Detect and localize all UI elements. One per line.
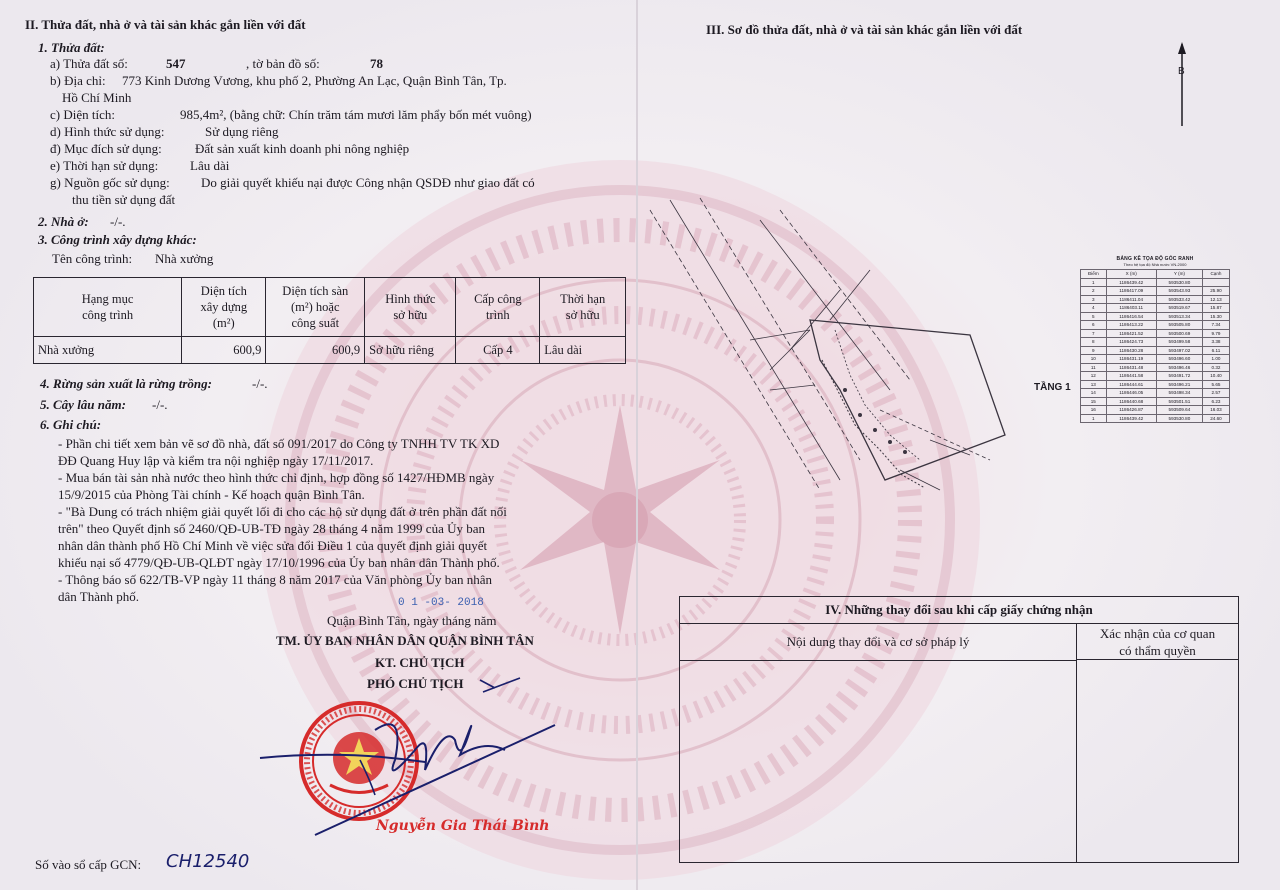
table-row (1081, 389, 1230, 398)
purpose-label: đ) Mục đích sử dụng: (50, 141, 162, 156)
table-row (1081, 414, 1230, 423)
parcel-label: a) Thửa đất số: (50, 56, 128, 71)
cell: 4 (1081, 304, 1107, 313)
place-date-line: Quận Bình Tân, ngày tháng năm (327, 613, 497, 628)
note-line: 15/9/2015 của Phòng Tài chính - Kế hoạch quận Bình Tân. (58, 487, 365, 502)
forest-value: -/-. (252, 376, 268, 391)
table-row (1081, 372, 1230, 381)
page-fold (636, 0, 638, 890)
changes-title: IV. Những thay đổi sau khi cấp giấy chứng nhận (680, 597, 1238, 624)
note-line: - Thông báo số 622/TB-VP ngày 11 tháng 8 năm 2017 của Văn phòng Ủy ban nhân (58, 572, 492, 587)
parcel-no: 547 (166, 56, 186, 71)
table-row (1081, 295, 1230, 304)
section-iii-title: III. Sơ đồ thửa đất, nhà ở và tài sản khác gắn liền với đất (706, 22, 1023, 37)
cell: 2 (1081, 287, 1107, 296)
coord-col-y: Y (m) (1156, 270, 1202, 279)
cell-floor-area: 600,9 (266, 337, 365, 364)
cell: 24.60 (1202, 414, 1229, 423)
purpose-value: Đất sản xuất kinh doanh phi nông nghiệp (195, 141, 410, 156)
cell: 1186426.87 (1106, 406, 1156, 415)
address-line2: Hồ Chí Minh (62, 90, 132, 105)
cell: 1186424.73 (1106, 338, 1156, 347)
forest-heading: 4. Rừng sản xuất là rừng trồng: (40, 376, 212, 391)
cell: 3.38 (1202, 338, 1229, 347)
coordinate-table-subtitle: Theo hệ tọa độ Nhà nước VN-2000 (1123, 262, 1187, 267)
cell: 593496.21 (1156, 380, 1202, 389)
floor-label: TẦNG 1 (1034, 382, 1071, 393)
coordinate-header-row (1081, 270, 1230, 279)
cell: 593509.64 (1156, 406, 1202, 415)
cell: 1186403.11 (1106, 304, 1156, 313)
vice-chair-title: PHÓ CHỦ TỊCH (367, 676, 464, 691)
origin-label: g) Nguồn gốc sử dụng: (50, 175, 170, 190)
cell: 16 (1081, 406, 1107, 415)
cell: 16.03 (1202, 406, 1229, 415)
cell: 9 (1081, 346, 1107, 355)
cell: 593533.42 (1156, 295, 1202, 304)
table-row (1081, 304, 1230, 313)
cell: 10 (1081, 355, 1107, 364)
cell: 593496.60 (1156, 355, 1202, 364)
house-value: -/-. (110, 214, 126, 229)
cell: 1186444.61 (1106, 380, 1156, 389)
cell: 593505.80 (1156, 321, 1202, 330)
note-line: dân Thành phố. (58, 589, 139, 604)
cell: 593543.93 (1156, 287, 1202, 296)
section-ii-title: II. Thửa đất, nhà ở và tài sản khác gắn liền với đất (25, 17, 306, 32)
coord-col-point: Điểm (1081, 270, 1107, 279)
cell: 8 (1081, 338, 1107, 347)
table-row (1081, 363, 1230, 372)
note-line: khiếu nại số 4779/QĐ-UB-QLĐT ngày 17/10/1996 của Ủy ban nhân dân Thành phố. (58, 555, 500, 570)
address-label: b) Địa chỉ: (50, 73, 106, 88)
changes-col-confirm (1077, 624, 1238, 660)
cell: 2.57 (1202, 389, 1229, 398)
address-line1: 773 Kinh Dương Vương, khu phố 2, Phường An Lạc, Quận Bình Tân, Tp. (122, 73, 507, 88)
cell: 1186446.05 (1106, 389, 1156, 398)
col-header-ownership: Hình thức sở hữu (365, 278, 456, 337)
cell: 593519.67 (1156, 304, 1202, 313)
register-value: CH12540 (166, 851, 250, 872)
cell: 593501.51 (1156, 397, 1202, 406)
cell-term: Lâu dài (540, 337, 626, 364)
coordinate-table (1080, 269, 1230, 423)
register-label: Số vào sổ cấp GCN: (35, 857, 142, 872)
cell: 1186416.54 (1106, 312, 1156, 321)
col-header-build-area: Diện tích xây dựng (m²) (182, 278, 266, 337)
coord-col-edge: Cạnh (1202, 270, 1229, 279)
changes-col-content: Nội dung thay đổi và cơ sở pháp lý (680, 624, 1077, 661)
col-header-grade: Cấp công trình (456, 278, 540, 337)
table-row (1081, 321, 1230, 330)
area-value: 985,4m², (bằng chữ: Chín trăm tám mươi lăm phẩy bốn mét vuông) (180, 107, 532, 122)
cell-ownership: Sở hữu riêng (365, 337, 456, 364)
cell: 593497.02 (1156, 346, 1202, 355)
table-row (1081, 312, 1230, 321)
changes-divider (1076, 660, 1077, 862)
cell: 593530.80 (1156, 278, 1202, 287)
cell: 5 (1081, 312, 1107, 321)
cell: 1186411.04 (1106, 295, 1156, 304)
cell: 7 (1081, 329, 1107, 338)
north-arrow-icon (1170, 40, 1194, 130)
kt-title: KT. CHỦ TỊCH (375, 655, 465, 670)
sheet-no: 78 (370, 56, 383, 71)
cell: 12 (1081, 372, 1107, 381)
cell: 593500.69 (1156, 329, 1202, 338)
cell: 14 (1081, 389, 1107, 398)
cell: 13 (1081, 380, 1107, 389)
perennial-value: -/-. (152, 397, 168, 412)
area-label: c) Diện tích: (50, 107, 115, 122)
cell: 11 (1081, 363, 1107, 372)
cell: 1.00 (1202, 355, 1229, 364)
work-name-value: Nhà xưởng (155, 251, 214, 266)
works-table (33, 277, 626, 364)
cell: 1186413.22 (1106, 321, 1156, 330)
cell: 593499.58 (1156, 338, 1202, 347)
col-header-floor-area: Diện tích sàn (m²) hoặc công suất (266, 278, 365, 337)
cell: 593530.80 (1156, 414, 1202, 423)
note-line: trên" theo Quyết định số 2460/QĐ-UB-TĐ ngày 28 tháng 4 năm 1999 của Ủy ban (58, 521, 486, 536)
coordinate-table-title: BẢNG KÊ TỌA ĐỘ GÓC RANH (1116, 256, 1194, 262)
col-header-term: Thời hạn sở hữu (540, 278, 626, 337)
origin-line2: thu tiền sử dụng đất (72, 192, 176, 207)
north-label: B (1178, 66, 1185, 77)
sheet-label: , tờ bản đồ số: (246, 56, 320, 71)
notes-heading: 6. Ghi chú: (40, 417, 102, 432)
table-row (1081, 397, 1230, 406)
note-line: nhân dân thành phố Hồ Chí Minh về việc sửa đổi Điều 1 của quyết định giải quyết (58, 538, 488, 553)
cell: 6.23 (1202, 397, 1229, 406)
cell: 1186440.68 (1106, 397, 1156, 406)
cell: 1186441.58 (1106, 372, 1156, 381)
signature-icon (255, 670, 585, 840)
cell: 1186421.52 (1106, 329, 1156, 338)
note-line: - "Bà Dung có trách nhiệm giải quyết lối đi cho các hộ sử dụng đất ở trên phần đất nối (58, 504, 507, 519)
cell: 12.13 (1202, 295, 1229, 304)
cell: 6 (1081, 321, 1107, 330)
perennial-heading: 5. Cây lâu năm: (40, 397, 126, 412)
table-row (34, 337, 626, 364)
table-row (1081, 338, 1230, 347)
other-works-heading: 3. Công trình xây dựng khác: (38, 232, 197, 247)
cell: 1 (1081, 414, 1107, 423)
cell: 1186439.42 (1106, 278, 1156, 287)
changes-table (679, 596, 1239, 863)
cell: 3 (1081, 295, 1107, 304)
cell: 1186430.28 (1106, 346, 1156, 355)
cell: 6.11 (1202, 346, 1229, 355)
table-row (1081, 329, 1230, 338)
term-value: Lâu dài (190, 158, 230, 173)
note-line: - Phần chi tiết xem bản vẽ sơ đồ nhà, đất số 091/2017 do Công ty TNHH TV TK XD (58, 436, 500, 451)
cell: 593498.34 (1156, 389, 1202, 398)
note-line: - Mua bán tài sản nhà nước theo hình thức chỉ định, hợp đồng số 1427/HĐMB ngày (58, 470, 495, 485)
cell: 1186431.48 (1106, 363, 1156, 372)
col-header-item: Hạng mục công trình (34, 278, 182, 337)
changes-col-confirm-line2: có thẩm quyền (1119, 643, 1196, 658)
origin-line1: Do giải quyết khiếu nại được Công nhận QSDĐ như giao đất có (201, 175, 535, 190)
cell-grade: Cấp 4 (456, 337, 540, 364)
table-row (1081, 406, 1230, 415)
signer-name: Nguyễn Gia Thái Bình (376, 818, 550, 834)
changes-col-confirm-line1: Xác nhận của cơ quan (1099, 626, 1216, 641)
parcel-sketch (640, 190, 1040, 510)
cell: 1186439.42 (1106, 414, 1156, 423)
cell: 15.30 (1202, 312, 1229, 321)
coordinate-table-block (1080, 256, 1230, 423)
table-row (1081, 346, 1230, 355)
cell (1202, 278, 1229, 287)
note-line: ĐĐ Quang Huy lập và kiểm tra nội nghiệp ngày 17/11/2017. (58, 453, 374, 468)
cell: 25.90 (1202, 287, 1229, 296)
use-form-value: Sử dụng riêng (205, 124, 279, 139)
coord-col-x: X (m) (1106, 270, 1156, 279)
cell: 15 (1081, 397, 1107, 406)
cell: 9.79 (1202, 329, 1229, 338)
cell: 1 (1081, 278, 1107, 287)
house-heading: 2. Nhà ở: (38, 214, 89, 229)
land-heading: 1. Thửa đất: (38, 40, 105, 55)
table-row (1081, 380, 1230, 389)
cell: 7.34 (1202, 321, 1229, 330)
cell: 593491.72 (1156, 372, 1202, 381)
cell: 0.32 (1202, 363, 1229, 372)
date-stamp: 0 1 -03- 2018 (398, 597, 484, 609)
cell-build-area: 600,9 (182, 337, 266, 364)
table-row (1081, 355, 1230, 364)
cell: 15.87 (1202, 304, 1229, 313)
term-label: e) Thời hạn sử dụng: (50, 158, 159, 173)
cell-item: Nhà xưởng (34, 337, 182, 364)
cell: 10.40 (1202, 372, 1229, 381)
cell: 593496.46 (1156, 363, 1202, 372)
work-name-label: Tên công trình: (52, 251, 133, 266)
cell: 1186417.09 (1106, 287, 1156, 296)
cell: 1186431.19 (1106, 355, 1156, 364)
use-form-label: d) Hình thức sử dụng: (50, 124, 165, 139)
authority-title: TM. ỦY BAN NHÂN DÂN QUẬN BÌNH TÂN (276, 633, 534, 648)
table-row (1081, 278, 1230, 287)
works-table-header (34, 278, 626, 337)
cell: 5.65 (1202, 380, 1229, 389)
table-row (1081, 287, 1230, 296)
cell: 593513.34 (1156, 312, 1202, 321)
